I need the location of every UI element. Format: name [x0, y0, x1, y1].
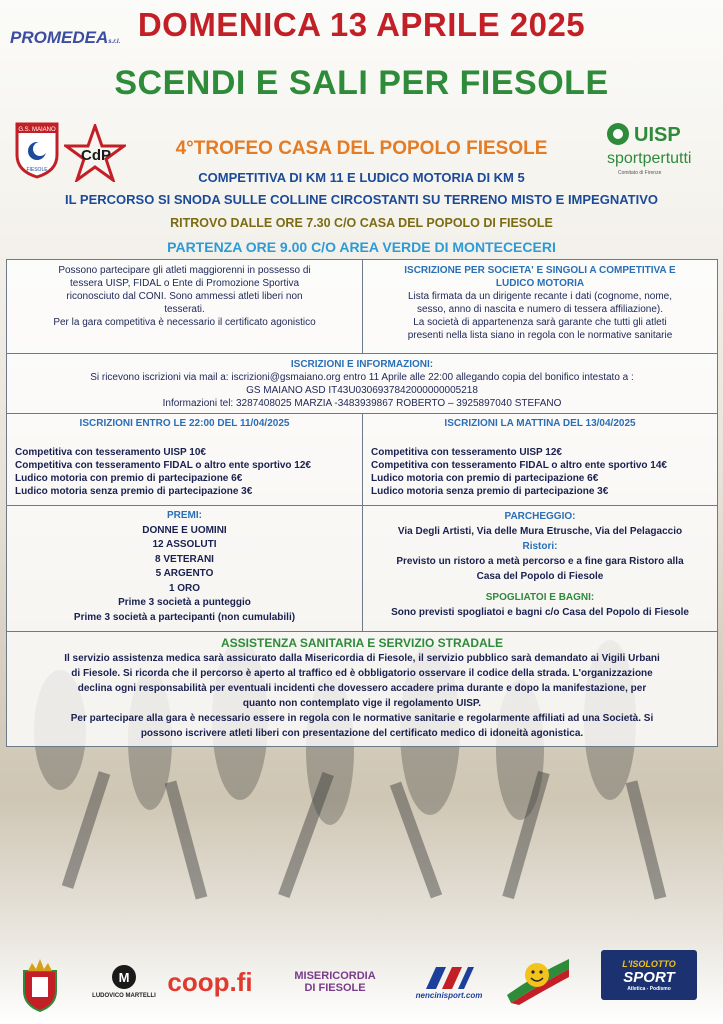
late-fees-title: ISCRIZIONI LA MATTINA DEL 13/04/2025 — [444, 418, 636, 429]
eligibility-text: Possono partecipare gli atleti maggiorenni in possesso di tessera UISP, FIDAL o Ente di Promozione Sportiva riconosciuto dal CONI. Sono ammessi atleti liberi non tesserati. Per la gara competitiva è necessario il certificato agonistico — [53, 265, 316, 328]
registration-email-line: Si ricevono iscrizioni via mail a: iscrizioni@gsmaiano.org entro 11 Aprile alle 22:00 allegando copia del bonifico intestato a : — [90, 372, 634, 383]
late-fees-box — [362, 413, 718, 506]
nencini-logo-icon — [422, 965, 476, 991]
course-description: IL PERCORSO SI SNODA SULLE COLLINE CIRCOSTANTI SU TERRENO MISTO E IMPEGNATIVO — [65, 192, 658, 207]
late-fees-list: Competitiva con tesseramento UISP 12€ Competitiva con tesseramento FIDAL o altro ente sportivo 14€ Ludico motoria con premio di partecipazione 6€ Ludico motoria senza premio di partecipazione 3€ — [371, 447, 667, 497]
start-time: PARTENZA ORE 9.00 C/O AREA VERDE DI MONTECECERI — [167, 239, 556, 255]
trophy-title: 4°TROFEO CASA DEL POPOLO FIESOLE — [175, 138, 548, 159]
society-registration-box — [362, 259, 718, 354]
sponsor-coop: coop.fi — [167, 966, 253, 997]
registration-info-box — [6, 353, 718, 414]
eligibility-box — [6, 259, 363, 354]
assistance-title: ASSISTENZA SANITARIA E SERVIZIO STRADALE — [220, 636, 504, 650]
prizes-title: PREMI: — [167, 510, 202, 521]
parking-text: Via Degli Artisti, Via delle Mura Etrusche, Via del Pelagaccio — [397, 526, 683, 537]
bank-line: GS MAIANO ASD IT43U0306937842000000005218 — [246, 385, 478, 396]
assistance-box — [6, 631, 718, 747]
early-fees-list: Competitiva con tesseramento UISP 10€ Competitiva con tesseramento FIDAL o altro ente sportivo 12€ Ludico motoria con premio di partecipazione 6€ Ludico motoria senza premio di partecipazione 3€ — [15, 447, 311, 497]
society-registration-text: ISCRIZIONE PER SOCIETA' E SINGOLI A COMPETITIVA E LUDICO MOTORIA Lista firmata da un dirigente recante i dati (cognome, nome, sesso, anno di nascita e numero di tessera affiliazione). La società di appartenenza sarà garante che tutti gli atleti presenti nella lista siano in regola con le normative sanitarie — [404, 265, 676, 341]
early-fees-box — [6, 413, 363, 506]
meeting-time: RITROVO DALLE ORE 7.30 C/O CASA DEL POPOLO DI FIESOLE — [170, 216, 553, 230]
changing-text: Sono previsti spogliatoi e bagni c/o Casa del Popolo di Fiesole — [391, 607, 689, 618]
prizes-list: PREMI: DONNE E UOMINI 12 ASSOLUTI 8 VETERANI 5 ARGENTO 1 ORO Prime 3 società a punteggio Prime 3 società a partecipanti (non cumulabili) — [11, 509, 358, 625]
svg-text:FIESOLE: FIESOLE — [26, 167, 48, 173]
registration-info-text — [11, 358, 713, 410]
promedea-logo: PROMEDEAs.r.l. — [10, 28, 121, 47]
martelli-m-icon: M — [112, 965, 136, 989]
svg-text:sportpertutti: sportpertutti — [607, 150, 692, 167]
assistance-text: ASSISTENZA SANITARIA E SERVIZIO STRADALE Il servizio assistenza medica sarà assicurato dalla Misericordia di Fiesole, il servizio pubblico sarà demandato ai Vigili Urbani di Fiesole. Si ricorda che il percorso è aperto al traffico ed è obbligatorio osservare il codice della strada. L'organizzazione declina ogni responsabilità per eventuali incidenti che dovessero accadere prima durante e dopo la manifestazione, per quanto non contemplato vige il regolamento UISP. Per partecipare alla gara è necessario essere in regola con le normative sanitarie e regolarmente affiliati ad una Società. Si possono iscrivere atleti liberi con presentazione del certificato medico di idoneità agonistica. — [11, 636, 713, 741]
sponsor-misericordia: MISERICORDIA DI FIESOLE — [294, 970, 376, 994]
prizes-box — [6, 505, 363, 632]
early-fees-title: ISCRIZIONI ENTRO LE 22:00 DEL 11/04/2025 — [79, 418, 290, 429]
parking-title: PARCHEGGIO: — [504, 511, 576, 522]
sponsor-isolotto-sport: L'ISOLOTTO SPORT Atletica - Podismo — [601, 950, 697, 1000]
svg-text:CdP: CdP — [81, 147, 111, 164]
sponsor-nencini: nencinisport.com — [404, 952, 494, 1012]
phone-line: Informazioni tel: 3287408025 MARZIA -3483939867 ROBERTO – 3925897040 STEFANO — [162, 398, 562, 409]
competitions-line: COMPETITIVA DI KM 11 E LUDICO MOTORIA DI KM 5 — [198, 170, 525, 185]
smiley-flag-logo-icon — [505, 955, 571, 1005]
changing-title: SPOGLIATOI E BAGNI: — [485, 592, 595, 603]
svg-text:Comitato di Firenze: Comitato di Firenze — [618, 170, 662, 176]
svg-text:UISP: UISP — [634, 124, 681, 146]
sponsor-martelli: M LUDOVICO MARTELLI — [84, 952, 164, 1012]
registration-info-title: ISCRIZIONI E INFORMAZIONI: — [290, 359, 434, 370]
logistics-text: PARCHEGGIO: Via Degli Artisti, Via delle Mura Etrusche, Via del Pelagaccio Ristori: Previsto un ristoro a metà percorso e a fine gara Ristoro alla Casa del Popolo di Fiesole SPOGLIATOI E BAGNI: Sono previsti spogliatoi e bagni c/o Casa del Popolo di Fiesole — [367, 509, 713, 620]
event-date: DOMENICA 13 APRILE 2025 — [137, 6, 586, 43]
fiesole-municipality-crest-icon — [18, 955, 62, 1013]
refresh-title: Ristori: — [522, 541, 558, 552]
svg-text:G.S. MAIANO: G.S. MAIANO — [18, 127, 56, 133]
event-title: SCENDI E SALI PER FIESOLE — [114, 64, 609, 102]
logistics-box — [362, 505, 718, 632]
